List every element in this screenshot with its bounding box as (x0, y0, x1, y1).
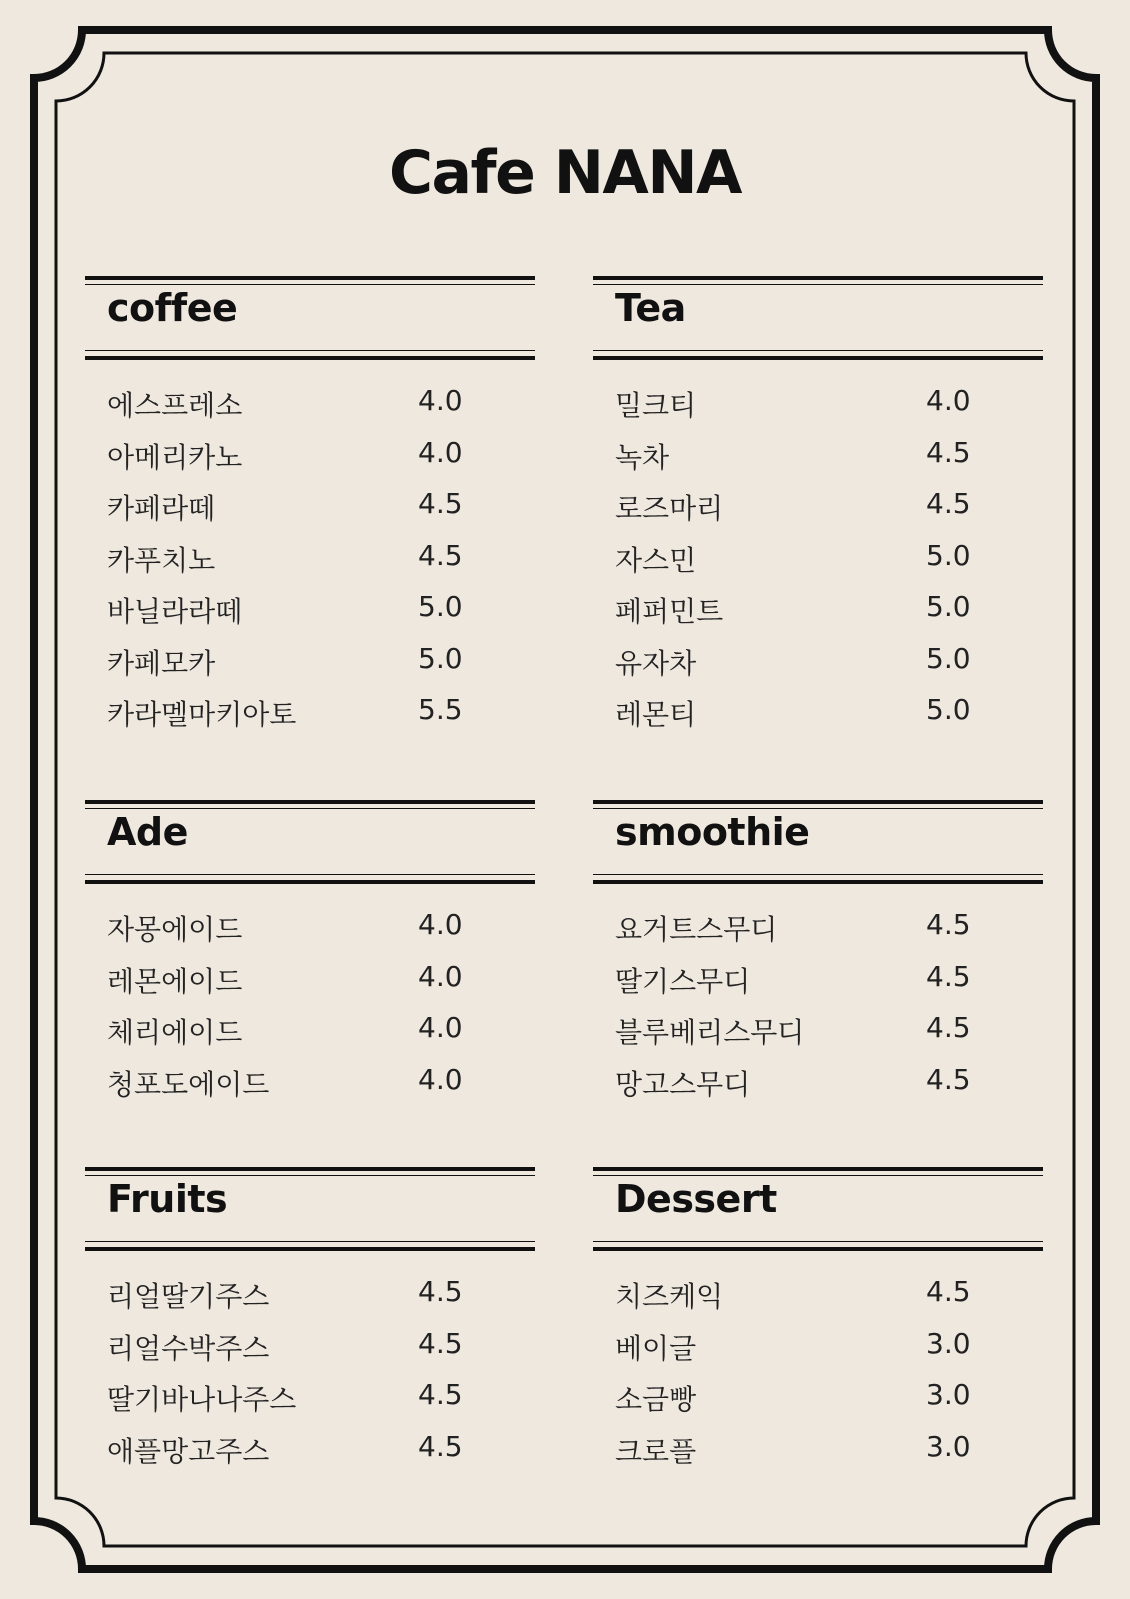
item-name: 밀크티 (615, 389, 697, 422)
menu-item (107, 582, 507, 634)
menu-item (107, 685, 507, 737)
item-price: 4.0 (418, 1011, 463, 1044)
item-list (107, 376, 507, 737)
item-name: 에스프레소 (107, 389, 243, 422)
menu-item (615, 634, 1015, 686)
menu-item (107, 900, 507, 952)
menu-item (107, 952, 507, 1004)
menu-item (107, 531, 507, 583)
section-rule-bottom (85, 350, 535, 351)
item-list (615, 900, 1015, 1106)
section-rule-top (85, 1167, 535, 1171)
item-list (107, 1267, 507, 1473)
item-price: 4.5 (926, 487, 971, 520)
section-ade (85, 800, 535, 1140)
menu-item (615, 428, 1015, 480)
menu-item (107, 479, 507, 531)
menu-item (107, 634, 507, 686)
item-price: 4.0 (418, 959, 463, 993)
item-name: 리얼수박주스 (107, 1331, 270, 1365)
item-name: 카푸치노 (107, 543, 216, 577)
item-name: 요거트스무디 (615, 913, 778, 946)
item-price: 5.0 (926, 641, 971, 675)
item-price: 4.5 (418, 1326, 463, 1360)
item-name: 리얼딸기주스 (107, 1280, 270, 1313)
menu-item (107, 428, 507, 480)
item-name: 로즈마리 (615, 492, 724, 525)
menu-item (615, 1370, 1015, 1422)
item-name: 자스민 (615, 543, 697, 577)
item-price: 3.0 (926, 1326, 971, 1360)
item-price: 5.0 (418, 641, 463, 675)
menu-item (615, 685, 1015, 737)
section-rule-top (593, 800, 1043, 804)
section-title: Fruits (107, 1177, 228, 1221)
item-name: 망고스무디 (615, 1067, 751, 1101)
item-name: 유자차 (615, 646, 697, 680)
section-smoothie (593, 800, 1043, 1140)
section-tea (593, 276, 1043, 731)
item-price: 4.0 (418, 435, 463, 469)
item-name: 레몬티 (615, 698, 697, 731)
item-name: 치즈케익 (615, 1280, 724, 1313)
section-title: smoothie (615, 810, 810, 854)
item-price: 4.5 (926, 959, 971, 993)
section-fruits (85, 1167, 535, 1507)
item-price: 4.5 (418, 1275, 463, 1308)
item-list (615, 376, 1015, 737)
item-price: 4.0 (418, 908, 463, 941)
item-price: 4.5 (418, 538, 463, 572)
item-name: 베이글 (615, 1331, 697, 1365)
menu-item (615, 1422, 1015, 1474)
item-price: 5.5 (418, 693, 463, 726)
item-price: 5.0 (926, 538, 971, 572)
section-title: Ade (107, 810, 188, 854)
menu-item (107, 1003, 507, 1055)
item-name: 청포도에이드 (107, 1067, 270, 1101)
item-price: 4.5 (418, 1429, 463, 1463)
item-price: 3.0 (926, 1378, 971, 1411)
item-name: 페퍼민트 (615, 595, 724, 628)
section-title: coffee (107, 286, 238, 330)
menu-item (615, 900, 1015, 952)
section-rule-bottom (593, 874, 1043, 875)
section-rule-bottom (593, 350, 1043, 351)
item-price: 4.5 (418, 1378, 463, 1411)
item-name: 크로플 (615, 1434, 697, 1468)
menu-item (615, 376, 1015, 428)
item-name: 녹차 (615, 440, 670, 474)
page-title: Cafe NANA (388, 138, 741, 208)
section-title: Dessert (615, 1177, 777, 1221)
section-rule-bottom (85, 1241, 535, 1242)
item-name: 체리에이드 (107, 1016, 243, 1049)
item-price: 4.0 (418, 384, 463, 417)
menu-item (107, 1055, 507, 1107)
section-coffee (85, 276, 535, 731)
item-price: 4.5 (926, 908, 971, 941)
item-price: 5.0 (926, 590, 971, 623)
menu-item (615, 1267, 1015, 1319)
section-rule-top (593, 1167, 1043, 1171)
item-list (615, 1267, 1015, 1473)
item-price: 5.0 (418, 590, 463, 623)
item-price: 4.0 (926, 384, 971, 417)
item-price: 5.0 (926, 693, 971, 726)
menu-item (615, 1319, 1015, 1371)
item-list (107, 900, 507, 1106)
menu-item (615, 952, 1015, 1004)
section-rule-top (85, 800, 535, 804)
menu-item (615, 531, 1015, 583)
section-rule-top (593, 276, 1043, 280)
section-rule-top (85, 276, 535, 280)
item-name: 블루베리스무디 (615, 1016, 805, 1049)
menu-item (107, 1422, 507, 1474)
section-rule-bottom (593, 1241, 1043, 1242)
section-title: Tea (615, 286, 686, 330)
item-price: 4.5 (926, 1275, 971, 1308)
menu-item (107, 376, 507, 428)
menu-item (107, 1370, 507, 1422)
item-name: 소금빵 (615, 1383, 697, 1416)
item-name: 카페라떼 (107, 492, 216, 525)
menu-item (615, 1055, 1015, 1107)
menu-item (615, 1003, 1015, 1055)
item-name: 바닐라라떼 (107, 595, 243, 628)
menu-item (615, 582, 1015, 634)
item-name: 아메리카노 (107, 440, 243, 474)
item-name: 애플망고주스 (107, 1434, 270, 1468)
section-rule-bottom (85, 874, 535, 875)
menu-item (107, 1319, 507, 1371)
item-name: 레몬에이드 (107, 964, 243, 998)
item-name: 자몽에이드 (107, 913, 243, 946)
item-price: 4.5 (418, 487, 463, 520)
menu-item (107, 1267, 507, 1319)
item-price: 3.0 (926, 1429, 971, 1463)
menu-item (615, 479, 1015, 531)
item-name: 카페모카 (107, 646, 216, 680)
item-price: 4.5 (926, 435, 971, 469)
section-dessert (593, 1167, 1043, 1507)
item-price: 4.5 (926, 1062, 971, 1096)
item-name: 딸기스무디 (615, 964, 751, 998)
item-name: 카라멜마키아토 (107, 698, 297, 731)
item-price: 4.0 (418, 1062, 463, 1096)
item-price: 4.5 (926, 1011, 971, 1044)
item-name: 딸기바나나주스 (107, 1383, 297, 1416)
